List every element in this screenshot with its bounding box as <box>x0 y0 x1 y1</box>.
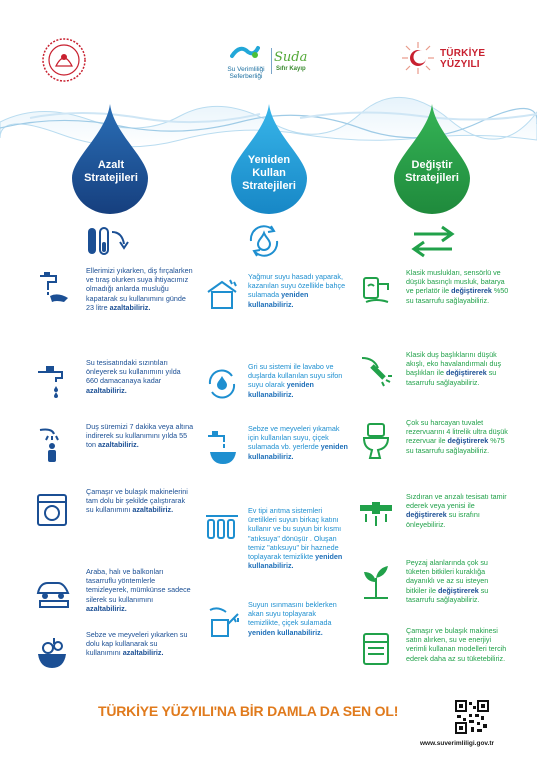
title-azalt: Azalt Stratejileri <box>84 159 138 184</box>
item-text-main: Yağmur suyu hasadı yaparak, kazanılan suyu özellikle bahçe sulamada <box>248 272 346 300</box>
item-text <box>86 358 194 395</box>
item-text-pre: Sızdıran ve arızalı tesisatı tamir ederek veya yenisi ile <box>406 492 507 511</box>
item-text-bold: azaltabiliriz. <box>122 648 164 658</box>
item-text-main: Gri su sistemi ile lavabo ve duşlarda kullanılan suyu sifon suyu olarak <box>248 362 343 390</box>
item-text <box>248 424 348 461</box>
item-text-bold: değiştirerek <box>447 436 489 446</box>
swap-arrows-icon <box>408 222 458 260</box>
toilet-icon <box>358 422 394 462</box>
water-wave-logo-icon <box>230 42 260 62</box>
item-text <box>86 487 194 515</box>
mid-logo-sub: Sıfır Kayıp <box>276 66 306 72</box>
mid-logo-brand: Suda <box>274 50 308 65</box>
item-text-post: su tasarrufu sağlayabiliriz. <box>406 368 497 387</box>
item-text <box>86 630 194 658</box>
qr-code-icon[interactable] <box>455 700 489 734</box>
item-text <box>406 626 510 663</box>
item-text <box>86 266 194 312</box>
item-text-pre: Klasik muslukları, sensörlü ve düşük basınçlı musluk, batarya ve perlatör ile <box>406 268 505 296</box>
su-verimliligi-logo <box>222 40 332 80</box>
item-text <box>406 492 510 529</box>
item-text-bold: değiştirerek <box>437 585 479 595</box>
reduce-level-icon <box>84 224 132 258</box>
item-text-post: %75 su tasarrufu sağlayabiliriz. <box>406 436 505 455</box>
title-yeniden: Yeniden Kullan Stratejileri <box>242 154 296 192</box>
item-text-pre: Çok su harcayan tuvalet rezervuarını 4 litrelik ultra düşük rezervuar ile <box>406 418 508 446</box>
item-text-bold: yeniden kullanabiliriz. <box>248 380 314 399</box>
shower-person-icon <box>34 426 70 466</box>
item-text-bold: azaltabiliriz. <box>98 440 139 450</box>
item-text-bold: değiştirerek <box>406 510 447 520</box>
item-text <box>406 558 510 604</box>
item-text <box>406 350 510 387</box>
item-text <box>248 506 348 570</box>
item-text <box>248 600 348 637</box>
sun-rays-icon <box>400 40 436 76</box>
right-logo-text: TÜRKİYE YÜZYILI <box>440 48 486 70</box>
item-text-bold: azaltabiliriz. <box>86 603 127 613</box>
item-text-main: Sebze ve meyveleri yıkamak için kullanılan suyu, çiçek sulamada vb. yerlerde <box>248 424 340 452</box>
item-text-main: Araba, halı ve balkonları tasarruflu yöntemlerle temizleyerek, mümkünse sadece silerek su kullanımını <box>86 567 191 604</box>
item-text-main: Su tesisatındaki sızıntıları önleyerek su kullanımını yılda 660 damacanaya kadar <box>86 358 181 386</box>
vegetable-bowl-icon <box>34 634 70 674</box>
item-text-main: Sebze ve meyveleri yıkarken su dolu kap kullanarak su kullanımını <box>86 630 188 658</box>
shower-head-icon <box>358 354 394 394</box>
item-text <box>406 268 510 305</box>
item-text-main: Ev tipi arıtma sistemleri üretilkleri suyun birkaç katını kullanır ve bu suyun bir kısmı "atıksuya" dönüşür . Oluşan temiz "atıksuyu" bir haznede toplayarak temizlikte <box>248 506 342 562</box>
divider <box>271 48 272 74</box>
item-text-main: Duş süremizi 7 dakika veya altına indirerek su kullanımını yılda 55 ton <box>86 422 194 450</box>
item-text-bold: yeniden kullanabiliriz. <box>248 627 323 637</box>
wash-vegetables-tap-icon <box>204 428 240 468</box>
title-degistir: Değiştir Stratejileri <box>405 159 459 184</box>
slogan: TÜRKİYE YÜZYILI'NA BİR DAMLA DA SEN OL! <box>98 703 399 719</box>
dripping-tap-icon <box>34 362 70 402</box>
item-text-bold: yeniden kullanabiliriz. <box>248 552 343 571</box>
item-text-main: Suyun ısınmasını beklerken akan suyu toplayarak temizlikte, çiçek sulamada <box>248 600 337 628</box>
greywater-recycle-icon <box>204 366 240 406</box>
item-text-post: su israfını önleyebiliriz. <box>406 510 480 529</box>
recycle-drop-icon <box>243 220 285 262</box>
item-text-bold: değiştirerek <box>451 286 492 296</box>
item-text-bold: değiştirerek <box>445 368 487 378</box>
item-text <box>406 418 510 455</box>
item-text-pre: Klasik duş başlıklarını düşük akışlı, eko havalandırmalı duş başlıkları ile <box>406 350 502 378</box>
item-text-bold: yeniden kullanabiliriz. <box>248 442 348 461</box>
item-text-pre: Peyzaj alanlarında çok su tüketen bitkileri kuraklığa dayanıklı ve az su isteyen bitkiler ile <box>406 558 489 595</box>
watering-can-icon <box>204 604 240 644</box>
turkiye-yuzyili-logo <box>400 36 510 82</box>
faucet-hand-icon <box>34 270 70 310</box>
website-url[interactable]: www.suverimliligi.gov.tr <box>420 740 495 747</box>
plant-sprout-icon <box>358 562 394 602</box>
washing-machine-icon <box>34 491 70 531</box>
leaking-pipe-icon <box>358 496 394 536</box>
item-text <box>248 362 348 399</box>
ministry-emblem-icon <box>40 36 88 84</box>
item-text-bold: yeniden kullanabiliriz. <box>248 290 309 309</box>
mid-logo-left-text: Su Verimliliği Seferberliği <box>227 66 265 80</box>
item-text-bold: azaltabiliriz. <box>86 385 127 395</box>
item-text-pre: Çamaşır ve bulaşık makinesi satın alırken, su ve enerjiyi verimli kullanan modelleri tercih ederek daha az su tüketebiliriz. <box>406 626 507 663</box>
item-text-main: Çamaşır ve bulaşık makinelerini tam dolu bir şekilde çalıştırarak su kullanımını <box>86 487 188 515</box>
sensor-faucet-icon <box>358 272 394 312</box>
car-wash-icon <box>34 571 70 611</box>
item-text-bold: azaltabiliriz. <box>132 505 174 515</box>
item-text <box>248 272 348 309</box>
item-text-bold: azaltabiliriz. <box>109 302 151 312</box>
item-text-post: su tasarrufu sağlayabiliriz. <box>406 585 489 604</box>
item-text-main: Ellerimizi yıkarken, diş fırçalarken ve tıraş olurken suya ihtiyacımız olmadığı anlarda musluğu kapatarak su kullanımını günde 23 litre <box>86 266 193 312</box>
dishwasher-icon <box>358 630 394 670</box>
item-text <box>86 567 194 613</box>
item-text-post: %50 su tasarrufu sağlayabiliriz. <box>406 286 509 305</box>
rain-harvest-icon <box>204 276 240 316</box>
water-filter-icon <box>204 510 240 550</box>
item-text <box>86 422 194 450</box>
